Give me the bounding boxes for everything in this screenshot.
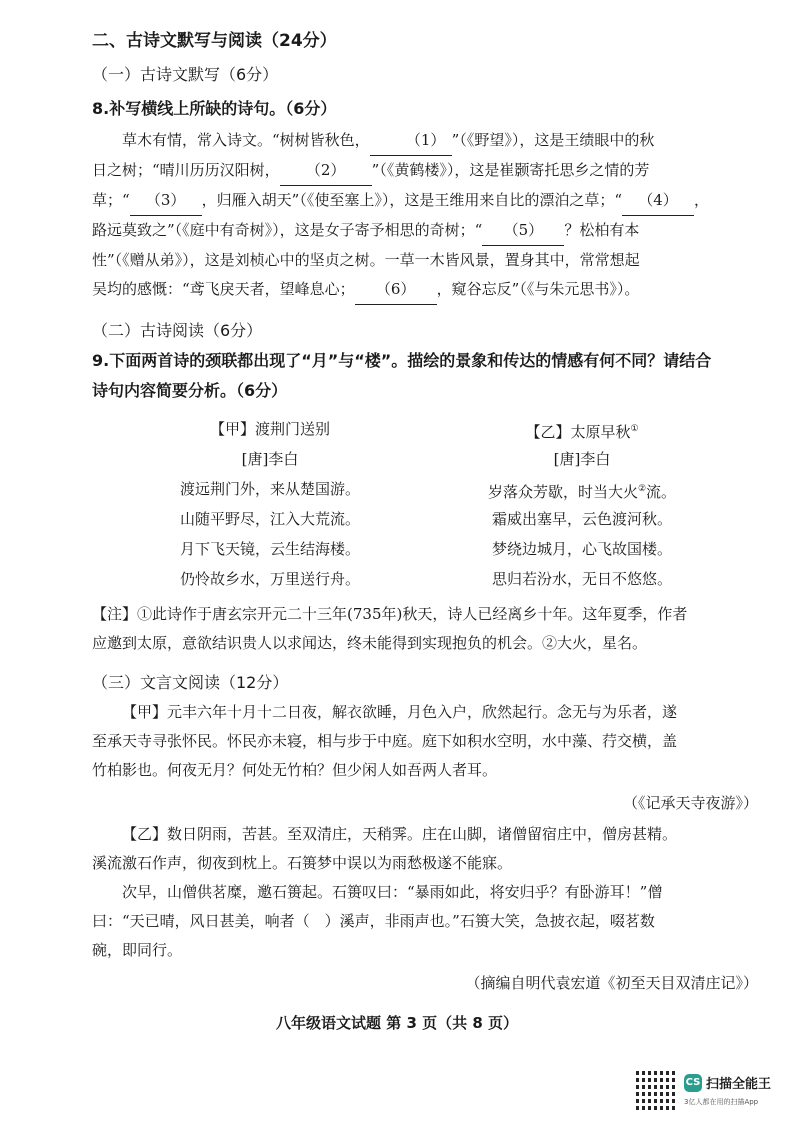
footnote-marker: ① [630,424,639,434]
part2-title: （二）古诗阅读（6分） [92,321,263,340]
blank-1[interactable]: （1） [370,126,452,156]
q8-text: ？松柏有本 [564,221,640,239]
camscanner-logo: CS [684,1074,702,1092]
poem-line: 山随平野尽，江入大荒流。 [179,510,360,528]
poem-a [150,414,390,594]
poem-a-title: 【甲】渡荆门送别 [209,420,330,438]
poem-a-author: [唐]李白 [241,450,299,468]
poem-b-title: 【乙】太原早秋 [525,423,631,441]
passage-line: 【乙】数日阴雨，苦甚。至双清庄，天稍霁。庄在山脚，诸僧留宿庄中，僧房甚精。 [122,825,678,843]
poem-b [462,414,702,594]
passage-line: 【甲】元丰六年十月十二日夜，解衣欲睡，月色入户，欣然起行。念无与为乐者，遂 [122,703,678,721]
q8-text: ，窥谷忘反”（《与朱元思书》）。 [436,280,640,298]
passage-jia [92,698,756,785]
note-line: 【注】①此诗作于唐玄宗开元二十三年(735年)秋天，诗人已经离乡十年。这年夏季，作者 [92,605,688,623]
blank-5[interactable]: （5） [482,216,564,246]
q8-text: ”（《野望》），这是王绩眼中的秋 [451,131,655,149]
q8-text: 草木有情，常入诗文。“树树皆秋色， [122,131,370,149]
part1-title: （一）古诗文默写（6分） [92,65,279,84]
q8-text: ， [694,191,710,209]
passage-line: 竹柏影也。何夜无月？何处无竹柏？但少闲人如吾两人者耳。 [92,761,498,779]
question-8-text [92,126,756,305]
blank-6[interactable]: （6） [355,275,437,305]
q8-text: 草；“ [92,191,130,209]
poem-b-author: [唐]李白 [553,450,611,468]
passage-yi [92,820,756,965]
q8-text: 路远莫致之”（《庭中有奇树》），这是女子寄予相思的奇树；“ [92,221,483,239]
question-9-line2: 诗句内容简要分析。（6分） [92,381,288,400]
poem-line: 月下飞天镜，云生结海楼。 [179,540,360,558]
q8-text: 性”（《赠从弟》），这是刘桢心中的坚贞之树。一草一木皆风景，置身其中，常常想起 [92,251,640,269]
section-title: 二、古诗文默写与阅读（24分） [92,31,337,51]
poem-b-title-row [462,414,702,444]
passage-jia-source: （《记承天寺夜游》） [622,794,758,812]
q8-text: 日之树；“晴川历历汉阳树， [92,161,280,179]
blank-2[interactable]: （2） [280,156,372,186]
poem-line: 霜威出塞早，云色渡河秋。 [491,510,672,528]
camscanner-name: 扫描全能王 [706,1077,772,1092]
poem-note [92,600,756,658]
note-line: 应邀到太原，意欲结识贵人以求闻达，终未能得到实现抱负的机会。②大火，星名。 [92,634,648,652]
blank-3[interactable]: （3） [130,186,202,216]
part3-title: （三）文言文阅读（12分） [92,673,289,692]
q8-text: ，归雁入胡天”（《使至塞上》），这是王维用来自比的漂泊之草；“ [201,191,623,209]
q8-text: 吴均的感慨：“鸢飞戾天者，望峰息心； [92,280,355,298]
page-footer: 八年级语文试题 第 3 页（共 8 页） [276,1014,518,1032]
question-9-line1: 9.下面两首诗的颈联都出现了“月”与“楼”。描绘的景象和传达的情感有何不同？请结合 [92,351,712,370]
poem-line: 岁落众芳歇，时当大火 [487,483,638,501]
blank-4[interactable]: （4） [622,186,694,216]
poem-line: 流。 [646,483,677,501]
question-8: 8.补写横线上所缺的诗句。（6分） [92,99,337,118]
camscanner-tagline: 3亿人都在用的扫描App [684,1098,759,1106]
footnote-marker: ② [637,484,647,494]
poem-line: 思归若汾水，无日不悠悠。 [491,570,672,588]
passage-line: 至承天寺寻张怀民。怀民亦未寝，相与步于中庭。庭下如积水空明，水中藻、荇交横，盖 [92,732,678,750]
poem-line-row [462,474,702,504]
poem-line: 仍怜故乡水，万里送行舟。 [179,570,360,588]
poem-line: 渡远荆门外，来从楚国游。 [179,480,360,498]
q8-text: ”（《黄鹤楼》），这是崔颢寄托思乡之情的芳 [371,161,650,179]
passage-line: 碗，即同行。 [92,941,183,959]
passage-line: 溪流激石作声，彻夜到枕上。石篑梦中误以为雨愁极遂不能寐。 [92,854,513,872]
poem-line: 梦绕边城月，心飞故国楼。 [491,540,672,558]
passage-line: 次早，山僧供茗糜，邀石篑起。石篑叹曰：“暴雨如此，将安归乎？有卧游耳！”僧 [122,883,663,901]
passage-yi-source: （摘编自明代袁宏道《初至天目双清庄记》） [465,974,758,992]
qr-code-overlay [636,1070,676,1110]
passage-line: 曰：“天已晴，风日甚美，响者（ ）溪声，非雨声也。”石篑大笑，急披衣起，啜茗数 [92,912,655,930]
